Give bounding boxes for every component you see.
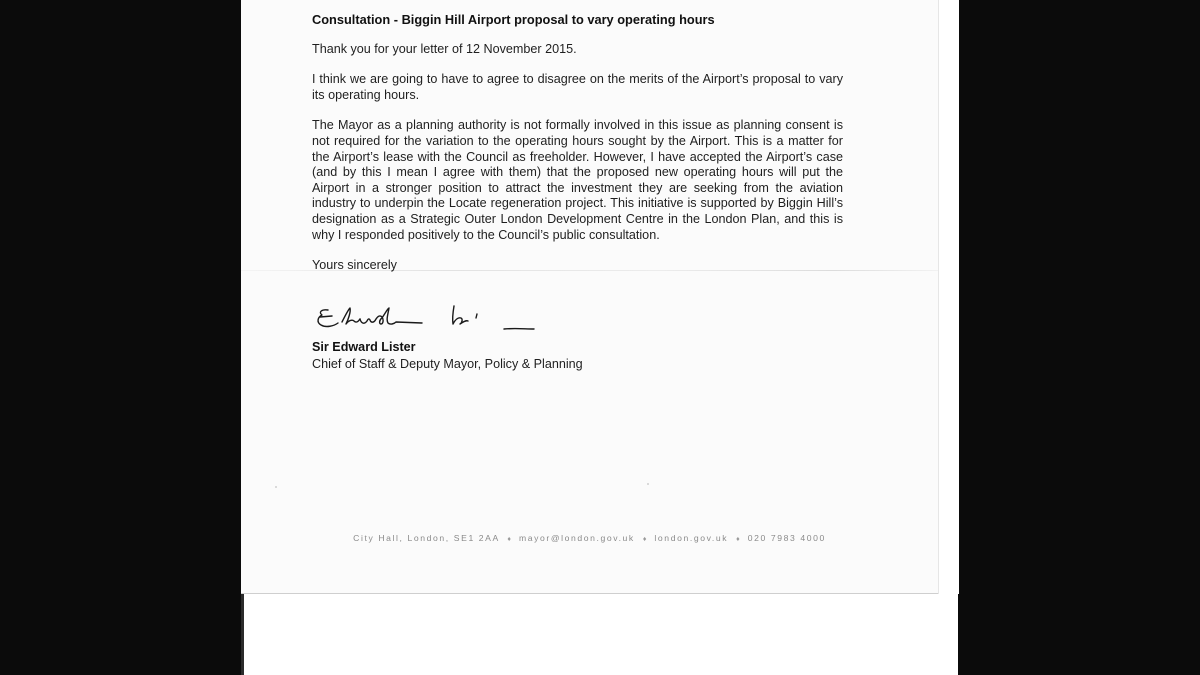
footer-separator-icon: ♦ <box>642 536 647 543</box>
scan-speck <box>647 483 649 485</box>
document-page <box>241 0 958 675</box>
letter-body <box>312 12 843 274</box>
signer-block <box>312 339 583 373</box>
handwritten-signature-icon <box>312 298 542 338</box>
scanned-letter <box>241 0 938 594</box>
scan-bottom-edge <box>241 593 938 594</box>
footer-phone: 020 7983 4000 <box>747 533 826 543</box>
signer-name: Sir Edward Lister <box>312 340 416 354</box>
footer-separator-icon: ♦ <box>736 536 740 543</box>
letter-closing: Yours sincerely <box>312 258 397 273</box>
footer-separator-icon: ♦ <box>507 536 511 543</box>
letter-paragraph-1: Thank you for your letter of 12 November 2015. <box>312 41 577 56</box>
footer-address: City Hall, London, SE1 2AA <box>353 533 500 543</box>
letter-paragraph-2: I think we are going to have to agree to disagree on the merits of the Airport’s proposal to vary its operating hours. <box>312 72 843 102</box>
footer-email: mayor@london.gov.uk <box>518 533 635 543</box>
signer-title: Chief of Staff & Deputy Mayor, Policy & Planning <box>312 357 583 371</box>
scan-right-edge <box>938 0 959 594</box>
letter-paragraph-3: The Mayor as a planning authority is not formally involved in this issue as planning consent is not required for the variation to the operating hours sought by the Airport. This is a matter for the Airport’s lease with the Council as freeholder. However, I have accepted the Airport’s case (and by this I mean I agree with them) that the proposed new operating hours will put the Airport in a stronger position to attract the investment they are seeking from the aviation industry to underpin the Locate regeneration project. This initiative is supported by Biggin Hill’s designation as a Strategic Outer London Development Centre in the London Plan, and this is why I responded positively to the Council’s public consultation. <box>312 118 843 242</box>
scan-speck <box>275 486 277 488</box>
footer-website: london.gov.uk <box>654 533 729 543</box>
letterhead-footer <box>241 533 938 543</box>
letter-subject: Consultation - Biggin Hill Airport proposal to vary operating hours <box>312 12 715 27</box>
page-shadow <box>241 594 244 675</box>
